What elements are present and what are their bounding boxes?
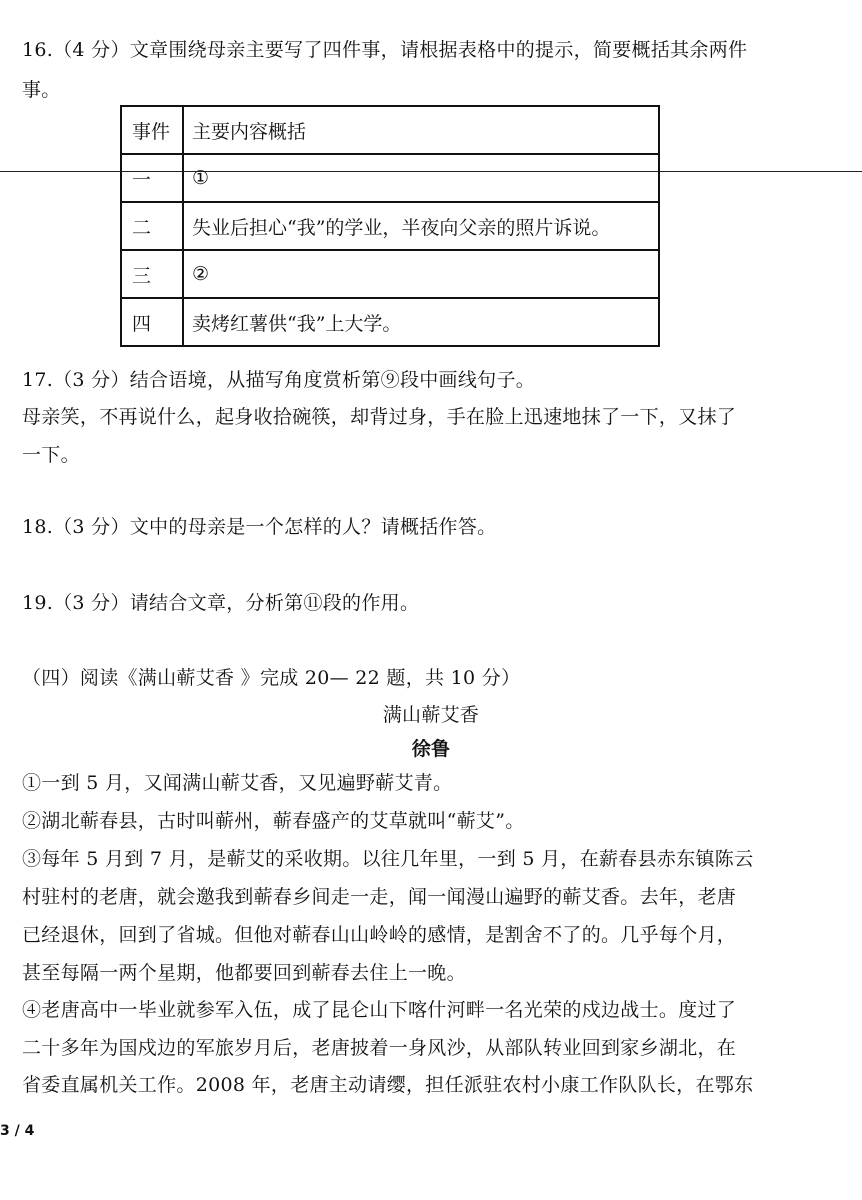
question-16-line-1: 16.（4 分）文章围绕母亲主要写了四件事，请根据表格中的提示，简要概括其余两件	[22, 39, 748, 61]
article-line: 甚至每隔一两个星期，他都要回到蕲春去住上一晚。	[22, 962, 466, 984]
table-row	[121, 202, 659, 250]
article-line: ②湖北蕲春县，古时叫蕲州，蕲春盛产的艾草就叫“蕲艾”。	[22, 810, 525, 832]
table-row	[121, 154, 659, 202]
article-line: ④老唐高中一毕业就参军入伍，成了昆仑山下喀什河畔一名光荣的戍边战士。度过了	[22, 999, 737, 1021]
section-4-heading: （四）阅读《满山蕲艾香 》完成 20— 22 题，共 10 分）	[22, 667, 521, 689]
event-summary: ②	[183, 250, 659, 298]
event-number: 一	[121, 154, 183, 202]
events-table	[120, 105, 660, 347]
question-17-quote-line-2: 一下。	[22, 444, 80, 466]
article-line: 二十多年为国戍边的军旅岁月后，老唐披着一身风沙，从部队转业回到家乡湖北，在	[22, 1037, 737, 1059]
table-header-cell: 事件	[121, 106, 183, 154]
article-line: ③每年 5 月到 7 月，是蕲艾的采收期。以往几年里，一到 5 月，在薪春县赤东镇陈云	[22, 848, 754, 870]
article-title: 满山蕲艾香	[382, 704, 480, 726]
table-row	[121, 250, 659, 298]
question-17-prompt: 17.（3 分）结合语境，从描写角度赏析第⑨段中画线句子。	[22, 369, 536, 391]
table-header-row	[121, 106, 659, 154]
question-18-prompt: 18.（3 分）文中的母亲是一个怎样的人？请概括作答。	[22, 516, 497, 538]
article-author: 徐鲁	[411, 738, 451, 760]
event-summary: ①	[183, 154, 659, 202]
event-number: 三	[121, 250, 183, 298]
page-number: 3 / 4	[0, 1123, 35, 1139]
event-number: 二	[121, 202, 183, 250]
article-line: 已经退休，回到了省城。但他对蕲春山山岭岭的感情，是割舍不了的。几乎每个月，	[22, 924, 737, 946]
event-summary: 卖烤红薯供“我”上大学。	[183, 298, 659, 346]
event-number: 四	[121, 298, 183, 346]
event-summary: 失业后担心“我”的学业，半夜向父亲的照片诉说。	[183, 202, 659, 250]
table-header-cell: 主要内容概括	[183, 106, 659, 154]
article-line: ①一到 5 月，又闻满山蕲艾香，又见遍野蕲艾青。	[22, 772, 453, 794]
question-17-quote-line-1: 母亲笑，不再说什么，起身收拾碗筷，却背过身，手在脸上迅速地抹了一下，又抹了	[22, 406, 737, 428]
table-row	[121, 298, 659, 346]
article-line: 省委直属机关工作。2008 年，老唐主动请缨，担任派驻农村小康工作队队长，在鄂东	[22, 1074, 754, 1096]
question-16-line-2: 事。	[22, 79, 61, 101]
question-19-prompt: 19.（3 分）请结合文章，分析第⑪段的作用。	[22, 592, 420, 614]
article-line: 村驻村的老唐，就会邀我到蕲春乡间走一走，闻一闻漫山遍野的蕲艾香。去年，老唐	[22, 886, 737, 908]
